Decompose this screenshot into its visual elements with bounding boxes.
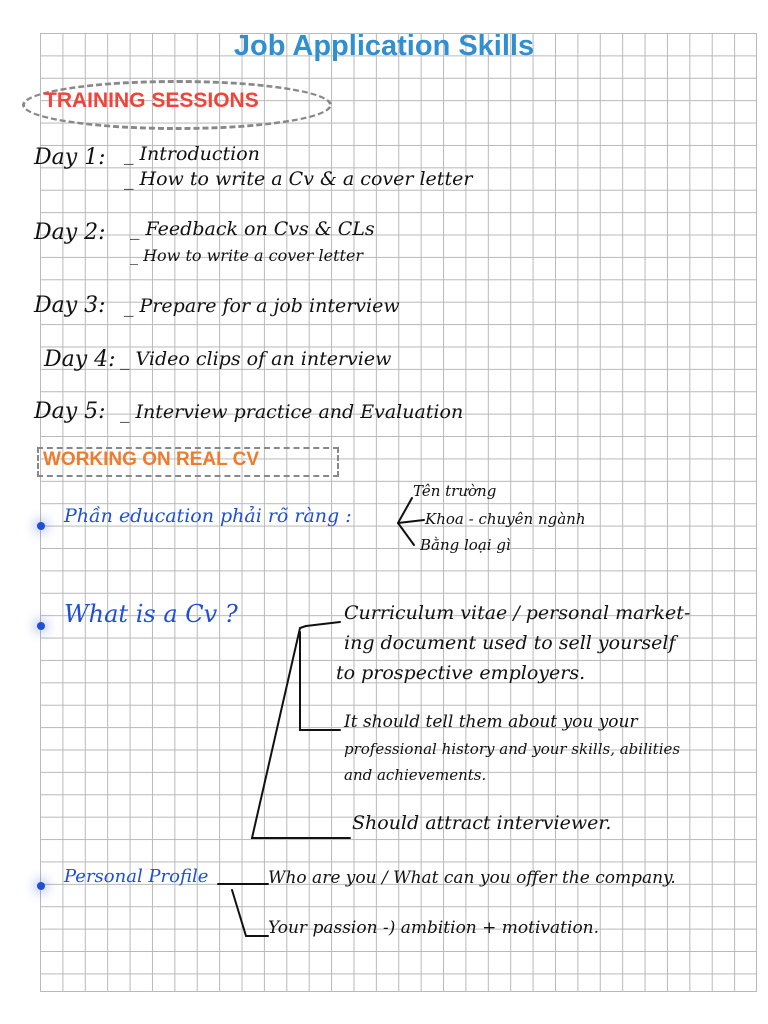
education-branch-3: Bằng loại gì: [420, 536, 511, 554]
day-4-label: Day 4:: [44, 347, 116, 372]
day-2-label: Day 2:: [34, 220, 106, 245]
cv-point-2-line-1: It should tell them about you your: [344, 712, 638, 732]
day-2-item-2: _ How to write a cover letter: [130, 246, 364, 265]
day-4-item-1: _ Video clips of an interview: [120, 348, 392, 370]
day-3-item-1: _ Prepare for a job interview: [124, 295, 400, 317]
day-1-item-1: _ Introduction: [124, 143, 260, 165]
day-2-item-1: _ Feedback on Cvs & CLs: [130, 218, 375, 240]
cv-point-1-line-1: Curriculum vitae / personal market-: [344, 602, 691, 624]
section-heading-training: TRAINING SESSIONS: [44, 89, 259, 112]
education-branch-2: Khoa - chuyên ngành: [425, 510, 586, 528]
section-heading-working-cv: WORKING ON REAL CV: [43, 449, 260, 470]
education-branch-1: Tên trường: [413, 482, 497, 500]
profile-label: Personal Profile: [64, 866, 209, 887]
profile-point-1: Who are you / What can you offer the company.: [268, 868, 676, 888]
day-1-label: Day 1:: [34, 145, 106, 170]
cv-point-1-line-3: to prospective employers.: [336, 662, 586, 684]
day-5-label: Day 5:: [34, 399, 106, 424]
cv-point-2-line-2: professional history and your skills, abilities: [344, 740, 681, 758]
day-3-label: Day 3:: [34, 293, 106, 318]
education-label: Phần education phải rõ ràng :: [64, 505, 352, 527]
profile-point-2: Your passion -) ambition + motivation.: [268, 918, 600, 938]
day-5-item-1: _ Interview practice and Evaluation: [120, 401, 464, 423]
cv-label: What is a Cv ?: [64, 600, 238, 628]
cv-point-1-line-2: ing document used to sell yourself: [344, 632, 676, 654]
cv-point-3: Should attract interviewer.: [352, 812, 612, 834]
page-title: Job Application Skills: [233, 30, 535, 62]
cv-point-2-line-3: and achievements.: [344, 766, 487, 784]
day-1-item-2: _ How to write a Cv & a cover letter: [124, 168, 473, 190]
